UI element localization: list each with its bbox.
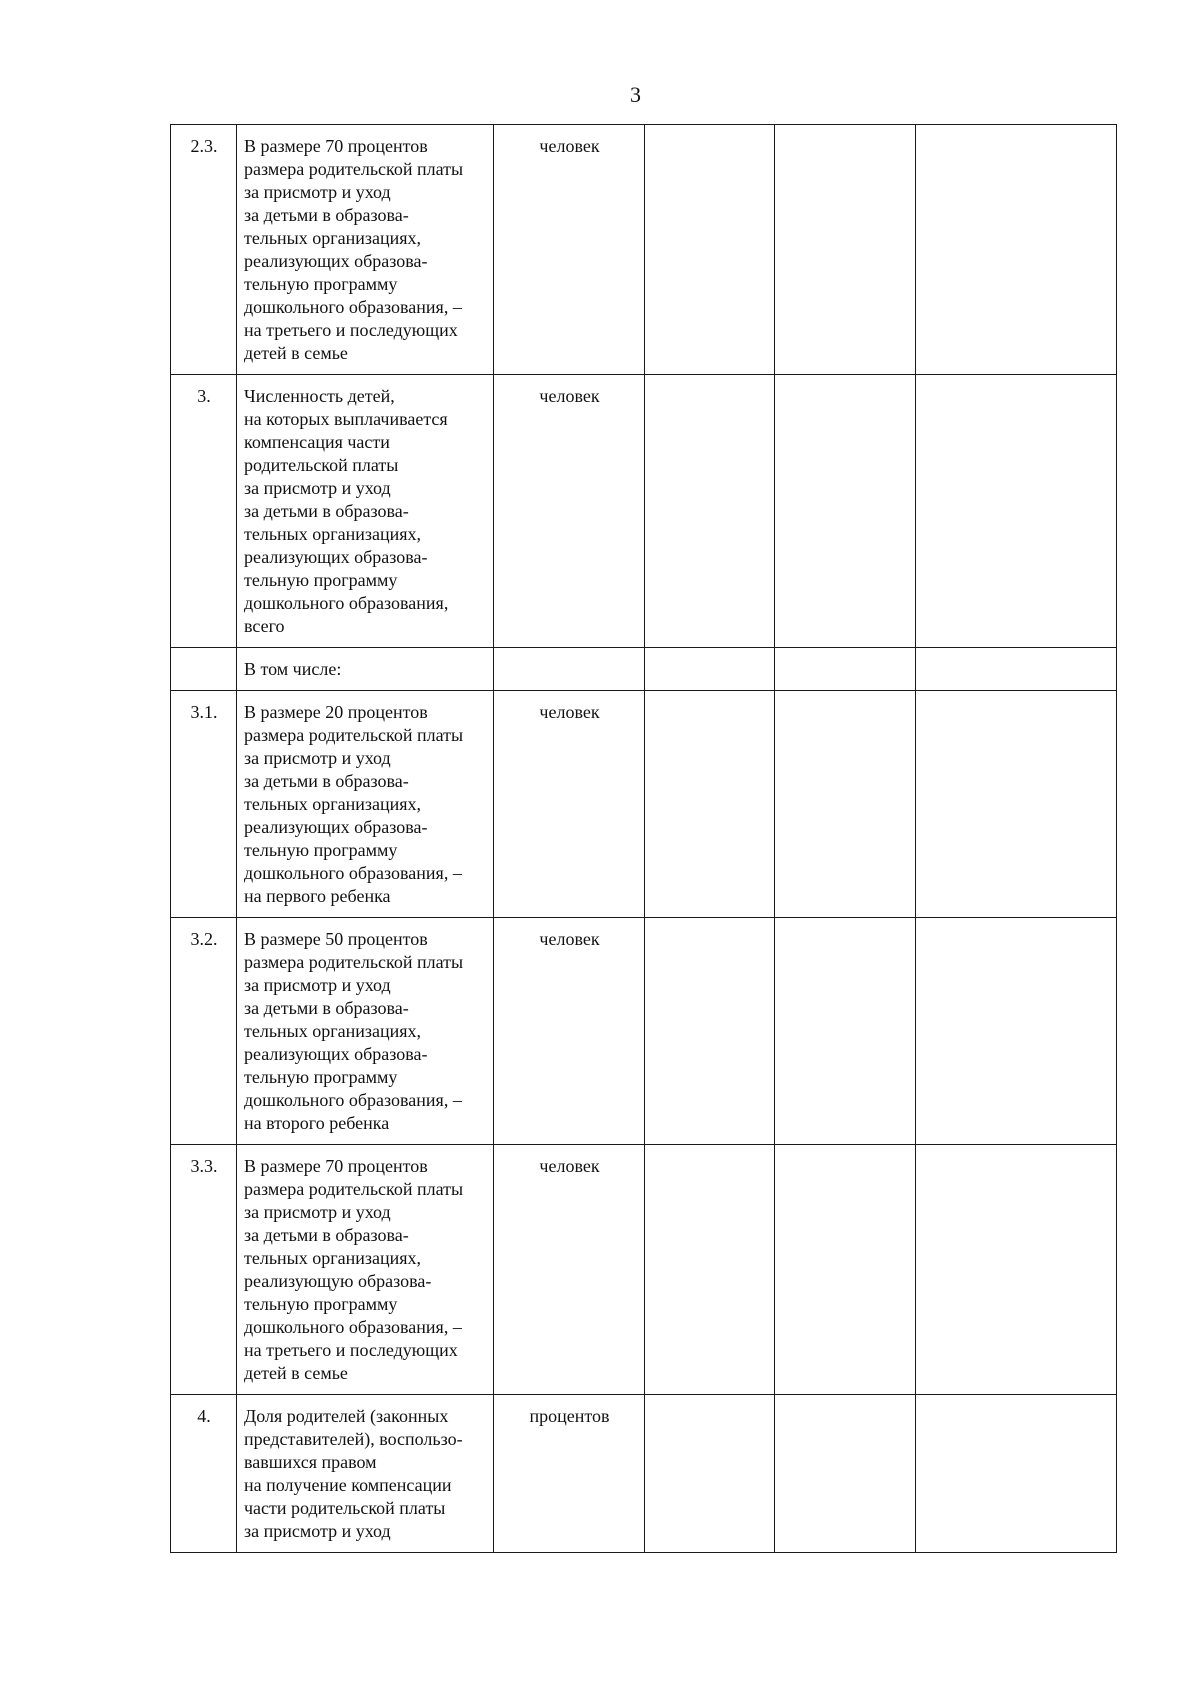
table-row — [171, 125, 1117, 375]
table-row — [171, 1395, 1117, 1553]
value-cell — [916, 1395, 1117, 1553]
row-name-cell — [237, 648, 494, 691]
row-unit-cell: человек — [494, 1145, 645, 1395]
row-number-cell: 3.1. — [171, 691, 237, 918]
row-name-text: В размере 50 процентов размера родительской платы за присмотр и уход за детьми в образова- тельных организациях, реализующих образова- тельную программу дошкольного образования, – на второго ребенка — [244, 929, 464, 1133]
page-number: 3 — [630, 82, 641, 107]
row-number-cell: 3.2. — [171, 918, 237, 1145]
row-name-cell — [237, 1395, 494, 1553]
value-cell — [645, 125, 775, 375]
value-cell — [775, 1395, 916, 1553]
value-cell — [645, 691, 775, 918]
value-cell — [775, 918, 916, 1145]
row-name-cell — [237, 918, 494, 1145]
row-name-text: Доля родителей (законных представителей), воспользо- вавшихся правом на получение компенсации части родительской платы за присмотр и уход — [244, 1406, 463, 1541]
value-cell — [916, 691, 1117, 918]
row-name-cell — [237, 375, 494, 648]
value-cell — [916, 918, 1117, 1145]
row-unit-cell — [494, 648, 645, 691]
value-cell — [775, 375, 916, 648]
report-table — [170, 124, 1117, 1553]
row-unit-cell: процентов — [494, 1395, 645, 1553]
row-name-cell — [237, 125, 494, 375]
value-cell — [916, 1145, 1117, 1395]
row-unit-cell: человек — [494, 125, 645, 375]
value-cell — [916, 648, 1117, 691]
table-row — [171, 691, 1117, 918]
row-unit-cell: человек — [494, 375, 645, 648]
value-cell — [645, 1145, 775, 1395]
row-name-text: В размере 20 процентов размера родительской платы за присмотр и уход за детьми в образова- тельных организациях, реализующих образова- тельную программу дошкольного образования, – на первого ребенка — [244, 702, 464, 906]
table-row — [171, 1145, 1117, 1395]
row-number-cell: 3. — [171, 375, 237, 648]
row-name-cell — [237, 691, 494, 918]
value-cell — [645, 918, 775, 1145]
row-number-cell — [171, 648, 237, 691]
value-cell — [645, 375, 775, 648]
value-cell — [645, 648, 775, 691]
row-unit-cell: человек — [494, 691, 645, 918]
value-cell — [916, 125, 1117, 375]
row-name-text: В размере 70 процентов размера родительской платы за присмотр и уход за детьми в образова- тельных организациях, реализующих образова- тельную программу дошкольного образования, – на третьего и последующих детей в семье — [244, 136, 464, 363]
row-number-cell: 4. — [171, 1395, 237, 1553]
table-row — [171, 648, 1117, 691]
value-cell — [775, 125, 916, 375]
table-row — [171, 918, 1117, 1145]
table-row — [171, 375, 1117, 648]
value-cell — [775, 691, 916, 918]
row-name-text: В размере 70 процентов размера родительской платы за присмотр и уход за детьми в образова- тельных организациях, реализующую образова- тельную программу дошкольного образования, – на третьего и последующих детей в семье — [244, 1156, 464, 1383]
value-cell — [916, 375, 1117, 648]
value-cell — [645, 1395, 775, 1553]
row-name-text: Численность детей, на которых выплачивается компенсация части родительской платы за присмотр и уход за детьми в образова- тельных организациях, реализующих образова- тельную программу дошкольного образования, всего — [244, 386, 449, 636]
row-name-cell — [237, 1145, 494, 1395]
row-unit-cell: человек — [494, 918, 645, 1145]
value-cell — [775, 1145, 916, 1395]
value-cell — [775, 648, 916, 691]
row-number-cell: 3.3. — [171, 1145, 237, 1395]
row-number-cell: 2.3. — [171, 125, 237, 375]
row-name-text: В том числе: — [244, 659, 342, 679]
